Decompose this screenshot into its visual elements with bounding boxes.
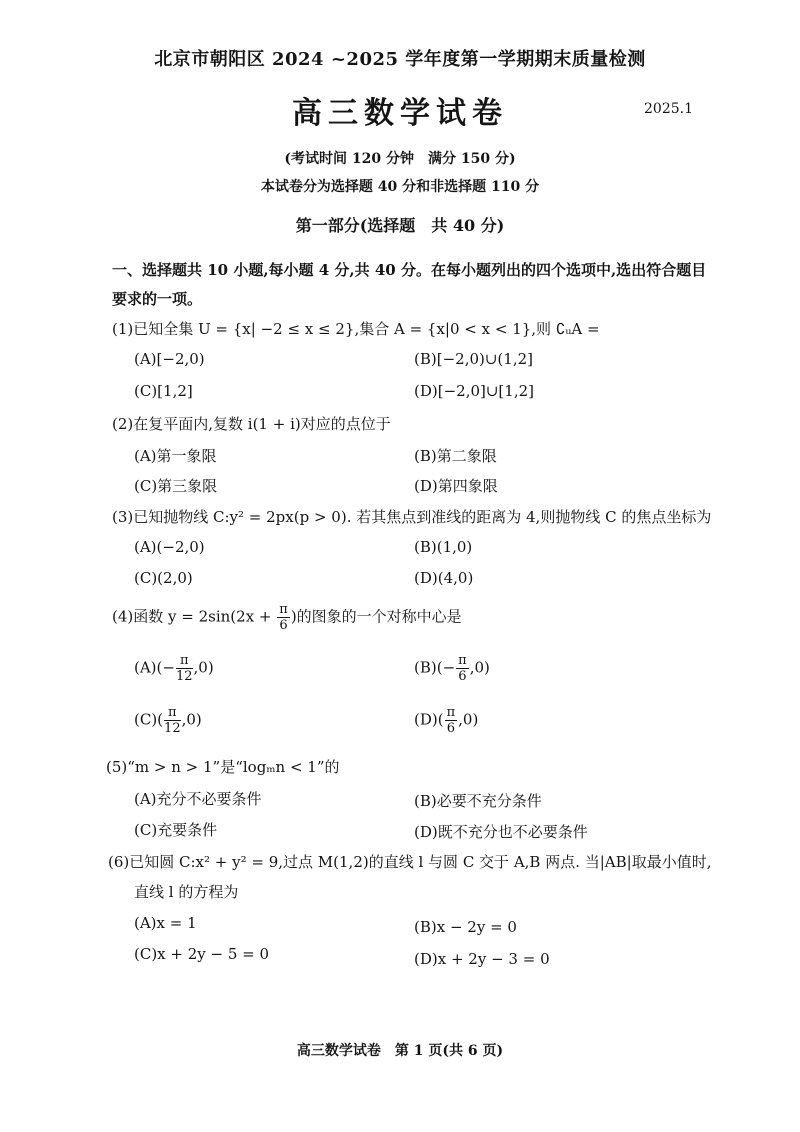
question-2-option-b: (B)第二象限 bbox=[414, 447, 497, 465]
question-1-option-b: (B)[−2,0)∪(1,2] bbox=[414, 350, 533, 368]
fraction-denominator: 6 bbox=[446, 721, 455, 736]
question-4-option-b bbox=[414, 654, 490, 683]
option-label: (C)( bbox=[134, 710, 164, 729]
fraction-denominator: 12 bbox=[175, 669, 193, 684]
exam-time-info: (考试时间 120 分钟 满分 150 分) bbox=[284, 151, 516, 167]
question-1-option-c: (C)[1,2] bbox=[134, 382, 193, 400]
exam-header: 北京市朝阳区 2024 ~2025 学年度第一学期期末质量检测 bbox=[154, 49, 646, 70]
option-tail: ,0) bbox=[193, 658, 214, 677]
question-4-option-a bbox=[134, 654, 214, 683]
question-2-stem: (2)在复平面内,复数 i(1 + i)对应的点位于 bbox=[112, 415, 391, 433]
exam-date: 2025.1 bbox=[644, 101, 693, 117]
question-6-stem-continued: 直线 l 的方程为 bbox=[134, 883, 239, 901]
option-tail: ,0) bbox=[181, 710, 202, 729]
fraction-numerator: π bbox=[279, 602, 288, 617]
question-6-option-c: (C)x + 2y − 5 = 0 bbox=[134, 945, 270, 963]
page-footer: 高三数学试卷 第 1 页(共 6 页) bbox=[296, 1043, 504, 1059]
question-3-option-d: (D)(4,0) bbox=[414, 569, 474, 587]
fraction-numerator: π bbox=[458, 653, 467, 668]
option-tail: ,0) bbox=[458, 710, 479, 729]
question-6-option-d: (D)x + 2y − 3 = 0 bbox=[414, 950, 550, 968]
question-5-stem: (5)“m > n > 1”是“logₘn < 1”的 bbox=[106, 758, 340, 776]
fraction bbox=[445, 706, 458, 735]
question-2-option-d: (D)第四象限 bbox=[414, 477, 498, 495]
question-4-stem-pre: (4)函数 y = 2sin(2x + bbox=[112, 607, 277, 626]
question-6-stem: (6)已知圆 C:x² + y² = 9,过点 M(1,2)的直线 l 与圆 C 交于 A,B 两点. 当|AB|取最小值时, bbox=[108, 853, 712, 871]
fraction-numerator: π bbox=[446, 705, 456, 720]
section-intro: 一、选择题共 10 小题,每小题 4 分,共 40 分。在每小题列出的四个选项中,选出符合题目要求的一项。 bbox=[112, 261, 707, 308]
question-5-option-c: (C)充要条件 bbox=[134, 821, 218, 839]
question-5-option-b: (B)必要不充分条件 bbox=[414, 792, 542, 810]
question-3-option-b: (B)(1,0) bbox=[414, 538, 473, 556]
score-info: 本试卷分为选择题 40 分和非选择题 110 分 bbox=[260, 179, 540, 195]
fraction bbox=[164, 706, 181, 735]
fraction-numerator: π bbox=[164, 706, 181, 721]
question-3-stem: (3)已知抛物线 C:y² = 2px(p > 0). 若其焦点到准线的距离为 4,则抛物线 C 的焦点坐标为 bbox=[112, 508, 712, 526]
option-label: (A)(− bbox=[134, 658, 175, 677]
question-2-option-c: (C)第三象限 bbox=[134, 477, 218, 495]
question-1-option-d: (D)[−2,0]∪[1,2] bbox=[414, 382, 534, 400]
option-label: (B)(− bbox=[414, 658, 456, 677]
question-5-option-a: (A)充分不必要条件 bbox=[134, 790, 262, 808]
question-3-option-c: (C)(2,0) bbox=[134, 569, 193, 587]
fraction-denominator: 12 bbox=[164, 721, 181, 736]
question-4-stem bbox=[112, 603, 462, 632]
question-6-option-b: (B)x − 2y = 0 bbox=[414, 918, 517, 936]
fraction-numerator: π bbox=[176, 654, 193, 669]
question-4-stem-post: )的图象的一个对称中心是 bbox=[290, 607, 462, 626]
fraction bbox=[456, 654, 469, 683]
part-one-title: 第一部分(选择题 共 40 分) bbox=[295, 216, 505, 235]
question-4-option-d bbox=[414, 706, 478, 735]
page-title: 高三数学试卷 bbox=[292, 96, 508, 131]
fraction-denominator: 6 bbox=[279, 618, 288, 633]
fraction-denominator: 6 bbox=[458, 669, 467, 684]
question-2-option-a: (A)第一象限 bbox=[134, 447, 217, 465]
option-label: (D)( bbox=[414, 710, 444, 729]
question-3-option-a: (A)(−2,0) bbox=[134, 538, 205, 556]
fraction bbox=[176, 654, 193, 683]
question-1-option-a: (A)[−2,0) bbox=[134, 350, 205, 368]
question-4-option-c bbox=[134, 706, 202, 735]
option-tail: ,0) bbox=[469, 658, 490, 677]
question-6-option-a: (A)x = 1 bbox=[134, 914, 197, 932]
question-5-option-d: (D)既不充分也不必要条件 bbox=[414, 823, 588, 841]
question-1-stem: (1)已知全集 U = {x| −2 ≤ x ≤ 2},集合 A = {x|0 < x < 1},则 ∁ᵤA = bbox=[112, 320, 600, 338]
fraction bbox=[277, 603, 290, 632]
